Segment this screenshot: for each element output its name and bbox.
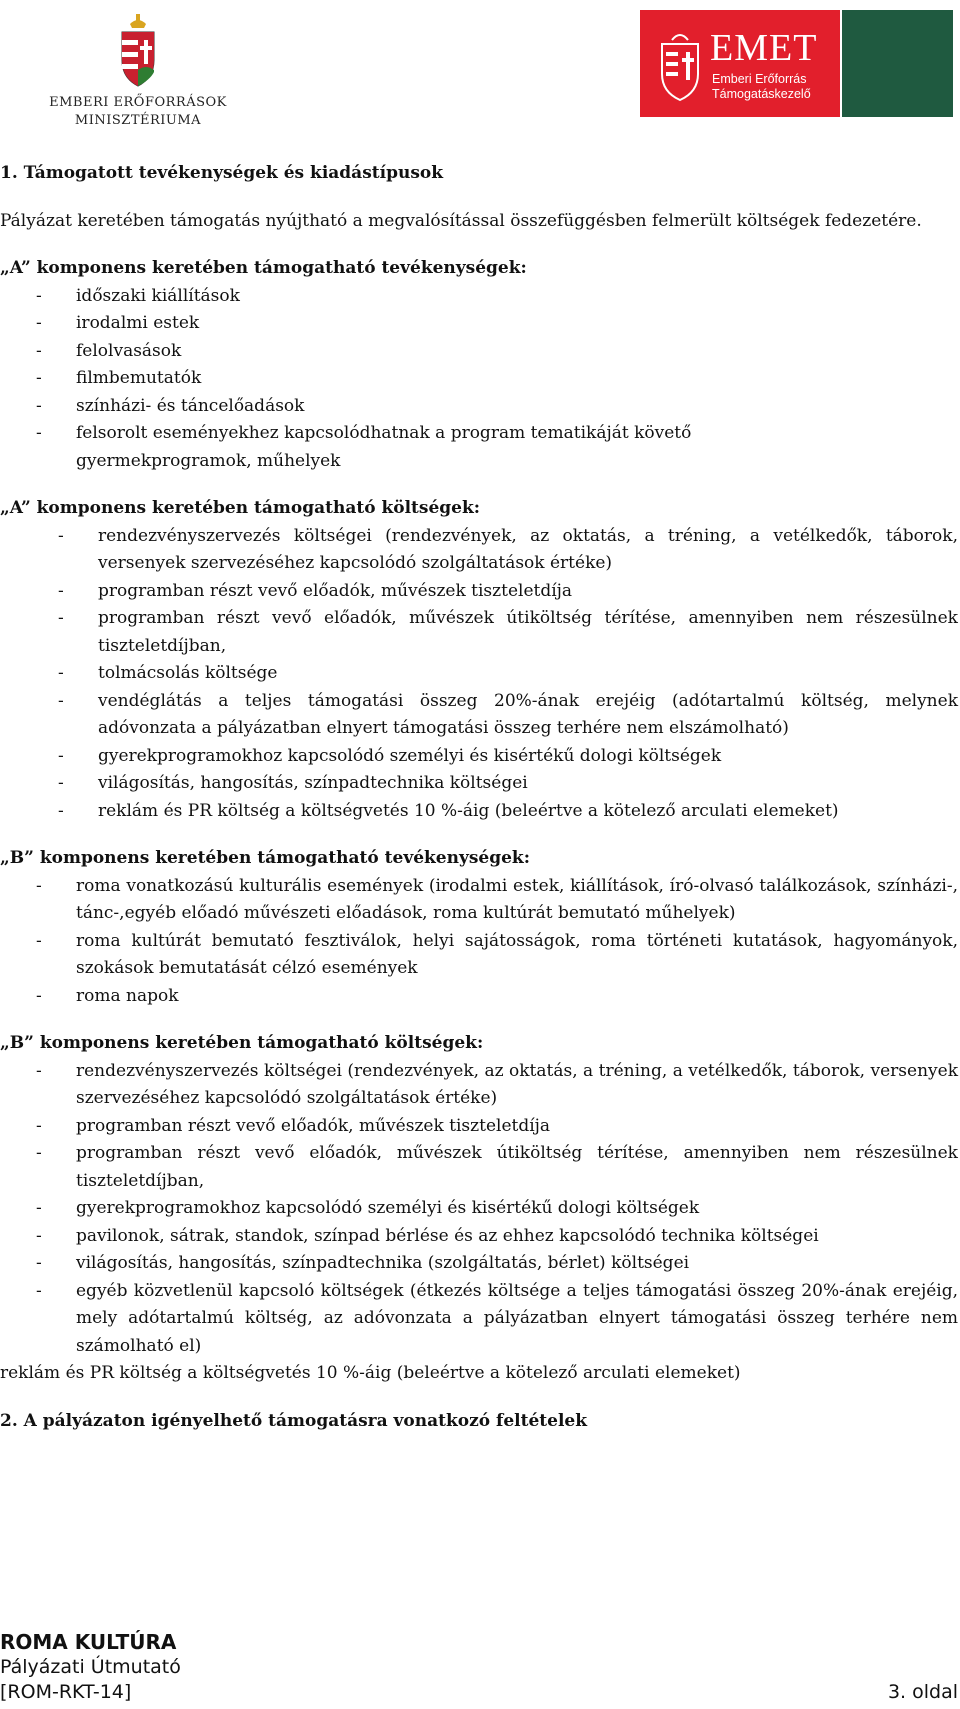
section2-heading: 2. A pályázaton igényelhető támogatásra vonatkozó feltételek [0,1410,587,1431]
footer-subtitle: Pályázati Útmutató [0,1656,181,1678]
list-item: - tolmácsolás költsége [0,660,958,688]
list-item: - vendéglátás a teljes támogatási összeg 20%-ának erejéig (adótartalmú költség, melynek adóvonzata a pályázatban elnyert támogatási összeg terhére nem elszámolható) [0,688,958,743]
list-item: - felolvasások [0,338,958,366]
b-activities-list [0,873,958,1011]
coat-of-arms-icon [108,14,168,90]
page-footer [0,1630,958,1705]
emet-logo [640,10,953,117]
list-item: - világosítás, hangosítás, színpadtechnika (szolgáltatás, bérlet) költségei [0,1250,958,1278]
list-item: - programban részt vevő előadók, művészek tiszteletdíja [0,578,958,606]
section1-heading: 1. Támogatott tevékenységek és kiadástípusok [0,163,444,183]
emet-crest-icon [654,24,706,104]
footer-title: ROMA KULTÚRA [0,1630,177,1654]
list-item: - színházi- és táncelőadások [0,393,958,421]
section1-intro: Pályázat keretében támogatás nyújtható a megvalósítással összefüggésben felmerült költségek fedezetére. [0,210,922,231]
emet-title: EMET [710,27,818,69]
b-costs-trailing-line: reklám és PR költség a költségvetés 10 %-áig (beleértve a kötelező arculati elemeket) [0,1363,741,1383]
list-item: - pavilonok, sátrak, standok, színpad bérlése és az ehhez kapcsolódó technika költségei [0,1223,958,1251]
list-item: - roma napok [0,983,958,1011]
page-number: 3. oldal [887,1681,958,1703]
list-item: - rendezvényszervezés költségei (rendezvények, az oktatás, a tréning, a vetélkedők, táborok, versenyek szervezéséhez kapcsolódó szolgáltatások értéke) [0,1058,958,1113]
list-item: - programban részt vevő előadók, művészek útiköltség térítése, amennyiben nem részesülnek tiszteletdíjban, [0,605,958,660]
list-item: - programban részt vevő előadók, művészek útiköltség térítése, amennyiben nem részesülnek tiszteletdíjban, [0,1140,958,1195]
list-item: - roma vonatkozású kulturális események (irodalmi estek, kiállítások, író-olvasó találkozások, színházi-, tánc-,egyéb előadó művészeti előadások, roma kultúrát bemutató műhelyek) [0,873,958,928]
ministry-name-line1: EMBERI ERŐFORRÁSOK [49,95,227,110]
document-body [0,160,958,1435]
list-item: - gyerekprogramokhoz kapcsolódó személyi és kisértékű dologi költségek [0,1195,958,1223]
b-costs-heading: „B” komponens keretében támogatható költségek: [0,1033,484,1053]
list-item: - roma kultúrát bemutató fesztiválok, helyi sajátosságok, roma történeti kutatások, hagyományok, szokások bemutatását célzó események [0,928,958,983]
a-activities-heading: „A” komponens keretében támogatható tevékenységek: [0,258,527,278]
b-activities-heading: „B” komponens keretében támogatható tevékenységek: [0,848,530,868]
list-item: - reklám és PR költség a költségvetés 10 %-áig (beleértve a kötelező arculati elemeket) [0,798,958,826]
a-activities-list [0,283,958,476]
list-item: - időszaki kiállítások [0,283,958,311]
list-item: - felsorolt eseményekhez kapcsolódhatnak a program tematikáját követő gyermekprogramok, műhelyek [0,420,958,475]
emet-sub-line1: Emberi Erőforrás [712,72,807,86]
emet-sub-line2: Támogatáskezelő [712,87,811,101]
ministry-name-line2: MINISZTÉRIUMA [74,113,202,128]
list-item: - egyéb közvetlenül kapcsoló költségek (étkezés költsége a teljes támogatási összeg 20%-ának erejéig, mely adótartalmú költség, az adóvonzata a pályázatban elnyert támogatási összeg terhére nem számolható el) [0,1278,958,1361]
list-item: - rendezvényszervezés költségei (rendezvények, az oktatás, a tréning, a vetélkedők, táborok, versenyek szervezéséhez kapcsolódó szolgáltatások értéke) [0,523,958,578]
footer-code: [ROM-RKT-14] [0,1681,132,1703]
list-item: - programban részt vevő előadók, művészek tiszteletdíja [0,1113,958,1141]
list-item: - világosítás, hangosítás, színpadtechnika költségei [0,770,958,798]
list-item: - gyerekprogramokhoz kapcsolódó személyi és kisértékű dologi költségek [0,743,958,771]
list-item: - filmbemutatók [0,365,958,393]
list-item: - irodalmi estek [0,310,958,338]
a-costs-list [0,523,958,826]
emet-logo-green-block [842,10,953,117]
b-costs-list [0,1058,958,1361]
ministry-logo [48,14,228,134]
emet-logo-red-block [640,10,840,117]
a-costs-heading: „A” komponens keretében támogatható költségek: [0,498,481,518]
